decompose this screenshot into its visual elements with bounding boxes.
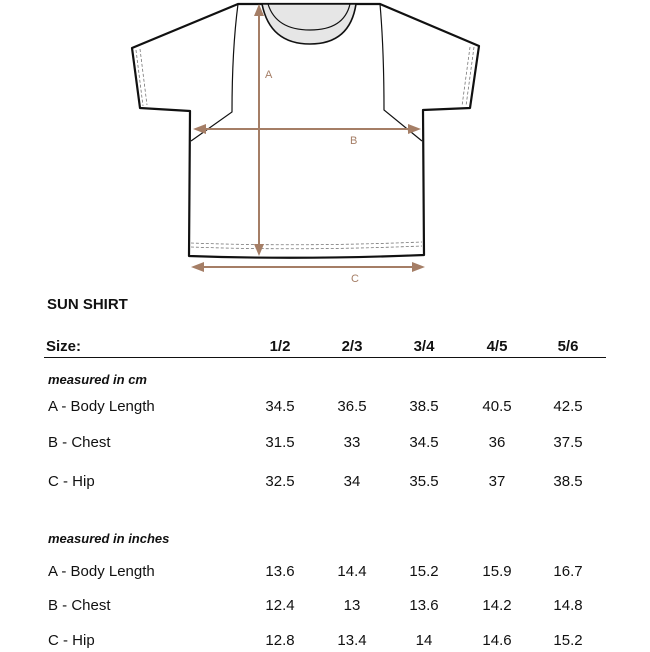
table-cell: 34.5: [265, 398, 295, 415]
row-label: A - Body Length: [48, 398, 155, 415]
shirt-diagram: [0, 0, 650, 290]
table-row: [0, 398, 650, 418]
table-cell: 15.2: [409, 563, 439, 580]
table-cell: 37.5: [553, 434, 583, 451]
table-cell: 14.4: [337, 563, 367, 580]
size-label: Size:: [46, 338, 82, 355]
table-row: [0, 473, 650, 493]
table-cell: 13.6: [265, 563, 295, 580]
table-cell: 12.4: [265, 597, 295, 614]
table-cell: 13: [343, 597, 361, 614]
table-cell: 36: [488, 434, 506, 451]
table-cell: 15.2: [553, 632, 583, 649]
dimension-c: [191, 262, 425, 272]
table-cell: 38.5: [553, 473, 583, 490]
table-cell: 14.8: [553, 597, 583, 614]
size-column-header: 5/6: [557, 338, 579, 355]
dimension-label-b: B: [350, 135, 358, 147]
table-cell: 15.9: [482, 563, 512, 580]
table-cell: 35.5: [409, 473, 439, 490]
table-cell: 34: [343, 473, 361, 490]
table-cell: 33: [343, 434, 361, 451]
table-row: [0, 563, 650, 583]
table-row: [0, 597, 650, 617]
row-label: C - Hip: [48, 632, 95, 649]
table-cell: 13.4: [337, 632, 367, 649]
section-title-cm: measured in cm: [48, 372, 147, 387]
table-cell: 14: [415, 632, 433, 649]
table-cell: 32.5: [265, 473, 295, 490]
table-cell: 14.6: [482, 632, 512, 649]
table-cell: 38.5: [409, 398, 439, 415]
product-title: SUN SHIRT: [47, 296, 128, 313]
table-cell: 31.5: [265, 434, 295, 451]
table-cell: 12.8: [265, 632, 295, 649]
table-cell: 13.6: [409, 597, 439, 614]
size-column-header: 4/5: [486, 338, 508, 355]
table-cell: 37: [488, 473, 506, 490]
table-cell: 34.5: [409, 434, 439, 451]
row-label: B - Chest: [48, 597, 111, 614]
size-header-row: [44, 337, 606, 358]
table-cell: 42.5: [553, 398, 583, 415]
section-title-inches: measured in inches: [48, 531, 170, 546]
size-column-header: 1/2: [269, 338, 291, 355]
table-row: [0, 632, 650, 652]
row-label: B - Chest: [48, 434, 111, 451]
size-column-header: 3/4: [413, 338, 435, 355]
dimension-label-a: A: [265, 69, 273, 81]
row-label: C - Hip: [48, 473, 95, 490]
table-cell: 14.2: [482, 597, 512, 614]
table-cell: 40.5: [482, 398, 512, 415]
size-column-header: 2/3: [341, 338, 363, 355]
dimension-label-c: C: [351, 273, 359, 285]
table-cell: 36.5: [337, 398, 367, 415]
table-row: [0, 434, 650, 454]
row-label: A - Body Length: [48, 563, 155, 580]
table-cell: 16.7: [553, 563, 583, 580]
